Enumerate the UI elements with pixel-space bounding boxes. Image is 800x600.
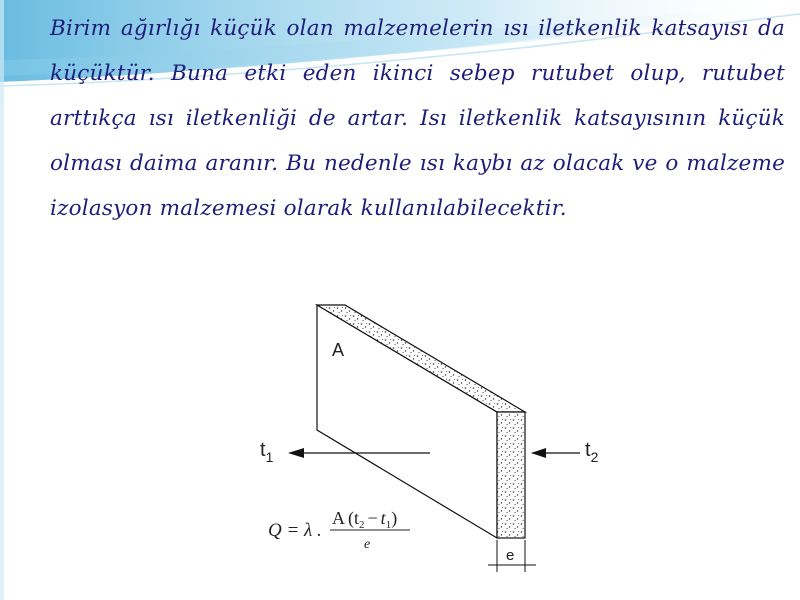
formula-numerator: A $(t_2 - t_1)$ [332, 508, 398, 531]
formula-lhs: Q = λ . [268, 520, 322, 541]
heat-flow-formula [268, 508, 410, 552]
t2-arrowhead [531, 448, 546, 458]
slab-side-face [497, 412, 525, 538]
t2-label: $t_2$ [585, 439, 599, 465]
thickness-label: e [506, 547, 515, 564]
formula-denominator: e [364, 537, 371, 552]
heat-conduction-diagram [240, 290, 630, 590]
body-paragraph: Birim ağırlığı küçük olan malzemelerin ısı iletkenlik katsayısı da küçüktür. Buna etki eden ikinci sebep rutubet olup, rutubet arttıkça ısı iletkenliği de artar. Isı iletkenlik katsayısının küçük olması daima aranır. Bu nedenle ısı kaybı az olacak ve o malzeme izolasyon malzemesi olarak kullanılabilecektir. [50, 16, 785, 221]
area-label: A [332, 340, 345, 360]
t1-label: $t_1$ [260, 439, 274, 465]
left-edge-stripe [0, 0, 4, 600]
t1-arrowhead [288, 448, 304, 458]
